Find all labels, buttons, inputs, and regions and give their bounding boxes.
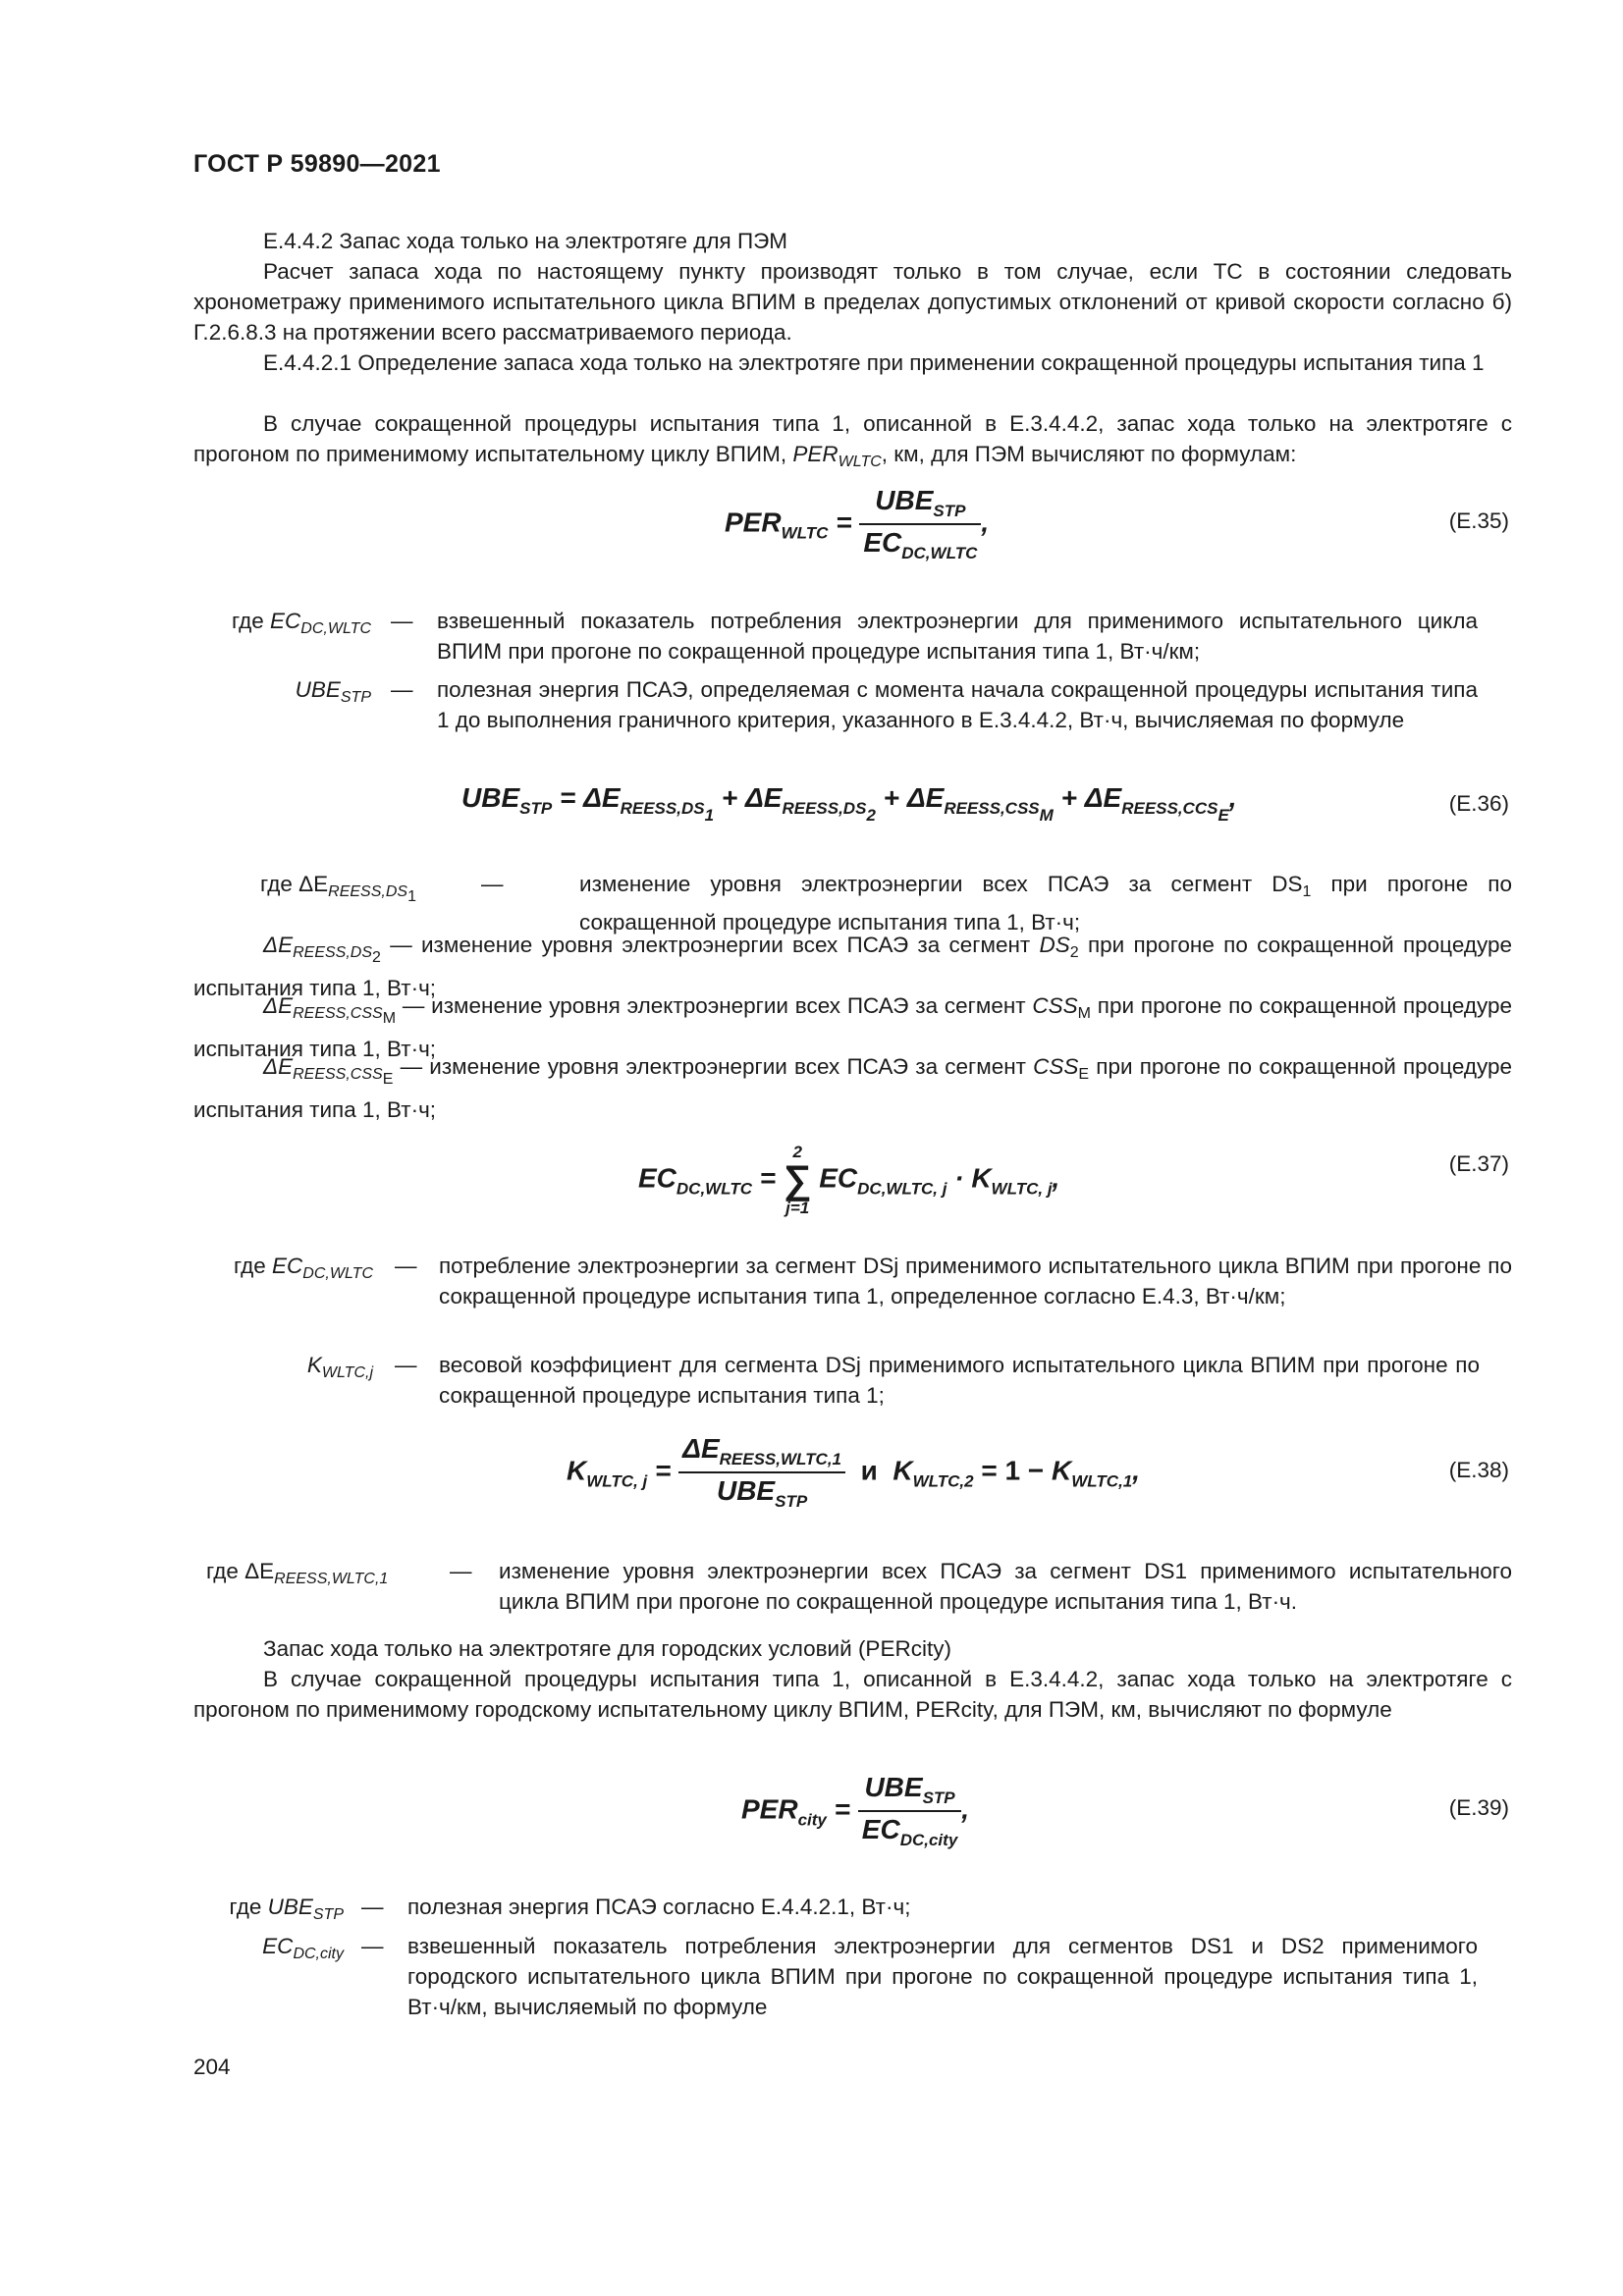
equation-number-e36: (Е.36): [1448, 791, 1509, 816]
subsection-intro: В случае сокращенной процедуры испытания типа 1, описанной в Е.3.4.4.2, запас хода только на электротяге с прогоном по применимому испытательному циклу ВПИМ, $PER_{WLTC}$, км, для ПЭМ вычисляют по формулам:: [193, 411, 1512, 470]
city-title: Запас хода только на электротяге для городских условий (PERcity): [263, 1636, 951, 1661]
where-description: $\Delta E_{REESS,DS_2}$ — изменение уровня электроэнергии всех ПСАЭ за сегмент $DS_2$ при прогоне по сокращенной процедуре испытания типа 1, Вт·ч;: [193, 933, 1512, 1000]
where-dash: —: [391, 609, 413, 633]
where-description: изменение уровня электроэнергии всех ПСАЭ за сегмент $DS_1$ при прогоне по сокращенной процедуре испытания типа 1, Вт·ч;: [579, 872, 1513, 934]
section-title: Е.4.4.2 Запас хода только на электротяге для ПЭМ: [263, 229, 788, 253]
where-description: взвешенный показатель потребления электроэнергии для сегментов DS1 и DS2 применимого городского испытательного цикла ВПИМ при прогоне по сокращенной процедуре испытания типа 1, Вт·ч/км, вычисляемый по формуле: [407, 1934, 1478, 2019]
where-description: весовой коэффициент для сегмента DSj применимого испытательного цикла ВПИМ при прогоне по сокращенной процедуре испытания типа 1;: [439, 1353, 1480, 1408]
page-number: 204: [193, 2055, 231, 2079]
formula-e36: $UBE_{STP} = \Delta E_{REESS,DS_1} + \Delta E_{REESS,DS_2} + \Delta E_{REESS,CSS_M} + \Delta E_{REESS,CCS_E}$,: [461, 782, 1237, 825]
where-symbol: где $UBE_{STP}$: [229, 1895, 344, 1923]
equation-number-e37: (Е.37): [1448, 1151, 1509, 1176]
where-dash: —: [361, 1895, 384, 1919]
where-description: полезная энергия ПСАЭ согласно Е.4.4.2.1, Вт·ч;: [407, 1895, 911, 1919]
equation-number-e35: (Е.35): [1448, 508, 1509, 533]
where-description: изменение уровня электроэнергии всех ПСАЭ за сегмент DS1 применимого испытательного цикла ВПИМ при прогоне по сокращенной процедуре испытания типа 1, Вт·ч.: [499, 1559, 1512, 1614]
where-dash: —: [361, 1934, 384, 1958]
where-dash: —: [395, 1353, 417, 1377]
section-intro: Расчет запаса хода по настоящему пункту производят только в том случае, если ТС в состоянии следовать хронометражу применимого испытательного цикла ВПИМ в пределах допустимых отклонений от кривой скорости согласно б) Г.2.6.8.3 на протяжении всего рассматриваемого периода.: [193, 259, 1512, 345]
standard-header: ГОСТ Р 59890—2021: [193, 150, 441, 178]
equation-number-e38: (Е.38): [1448, 1458, 1509, 1482]
equation-number-e39: (Е.39): [1448, 1795, 1509, 1820]
where-symbol: $EC_{DC,city}$: [262, 1934, 344, 1962]
where-description: полезная энергия ПСАЭ, определяемая с момента начала сокращенной процедуры испытания типа 1 до выполнения граничного критерия, указанного в Е.3.4.4.2, Вт·ч, вычисляемая по формуле: [437, 677, 1478, 732]
where-dash: —: [395, 1254, 417, 1278]
where-dash: —: [391, 677, 413, 702]
where-description: $\Delta E_{REESS,CSS_M}$ — изменение уровня электроэнергии всех ПСАЭ за сегмент $CSS_M$ при прогоне по сокращенной процедуре испытания типа 1, Вт·ч;: [193, 993, 1512, 1061]
where-description: взвешенный показатель потребления электроэнергии для применимого испытательного цикла ВПИМ при прогоне по сокращенной процедуре испытания типа 1, Вт·ч/км;: [437, 609, 1478, 664]
where-dash: —: [450, 1559, 472, 1583]
city-intro: В случае сокращенной процедуры испытания типа 1, описанной в Е.3.4.4.2, запас хода только на электротяге с прогоном по применимому городскому испытательному циклу ВПИМ, PERcity, для ПЭМ, км, вычисляют по формуле: [193, 1667, 1512, 1722]
where-symbol: где $EC_{DC,WLTC}$: [231, 609, 371, 637]
where-symbol: где $\Delta E_{REESS,DS_1}$: [260, 872, 416, 905]
where-symbol: $K_{WLTC,j}$: [306, 1353, 373, 1381]
where-symbol: где $\Delta E_{REESS,WLTC,1}$: [206, 1559, 389, 1587]
where-dash: —: [481, 872, 504, 896]
formula-e37: $EC_{DC,WLTC}$ = 2 ∑ j=1 $EC_{DC,WLTC, j} \cdot K_{WLTC, j}$,: [638, 1143, 1060, 1217]
formula-e39: $PER_{city}$ = $\frac{UBE_{STP}}{EC_{DC,city}}$ ,: [741, 1772, 970, 1849]
formula-e35: $PER_{WLTC}$ = $\frac{UBE_{STP}}{EC_{DC,WLTC}}$ ,: [725, 485, 990, 562]
formula-e38: $K_{WLTC, j}$ = $\frac{\Delta E_{REESS,WLTC,1}}{UBE_{STP}}$ и $K_{WLTC,2} = 1 - K_{WLTC,1}$,: [567, 1433, 1141, 1511]
where-symbol: $UBE_{STP}$: [295, 677, 371, 706]
where-description: $\Delta E_{REESS,CSS_E}$ — изменение уровня электроэнергии всех ПСАЭ за сегмент $CSS_E$ при прогоне по сокращенной процедуре испытания типа 1, Вт·ч;: [193, 1054, 1512, 1122]
where-symbol: где $EC_{DC,WLTC}$: [233, 1254, 373, 1282]
subsection-title: Е.4.4.2.1 Определение запаса хода только на электротяге при применении сокращенной процедуры испытания типа 1: [263, 350, 1485, 375]
where-description: потребление электроэнергии за сегмент DSj применимого испытательного цикла ВПИМ при прогоне по сокращенной процедуре испытания типа 1, определенное согласно Е.4.3, Вт·ч/км;: [439, 1254, 1512, 1308]
sum-icon: ∑: [783, 1158, 812, 1201]
